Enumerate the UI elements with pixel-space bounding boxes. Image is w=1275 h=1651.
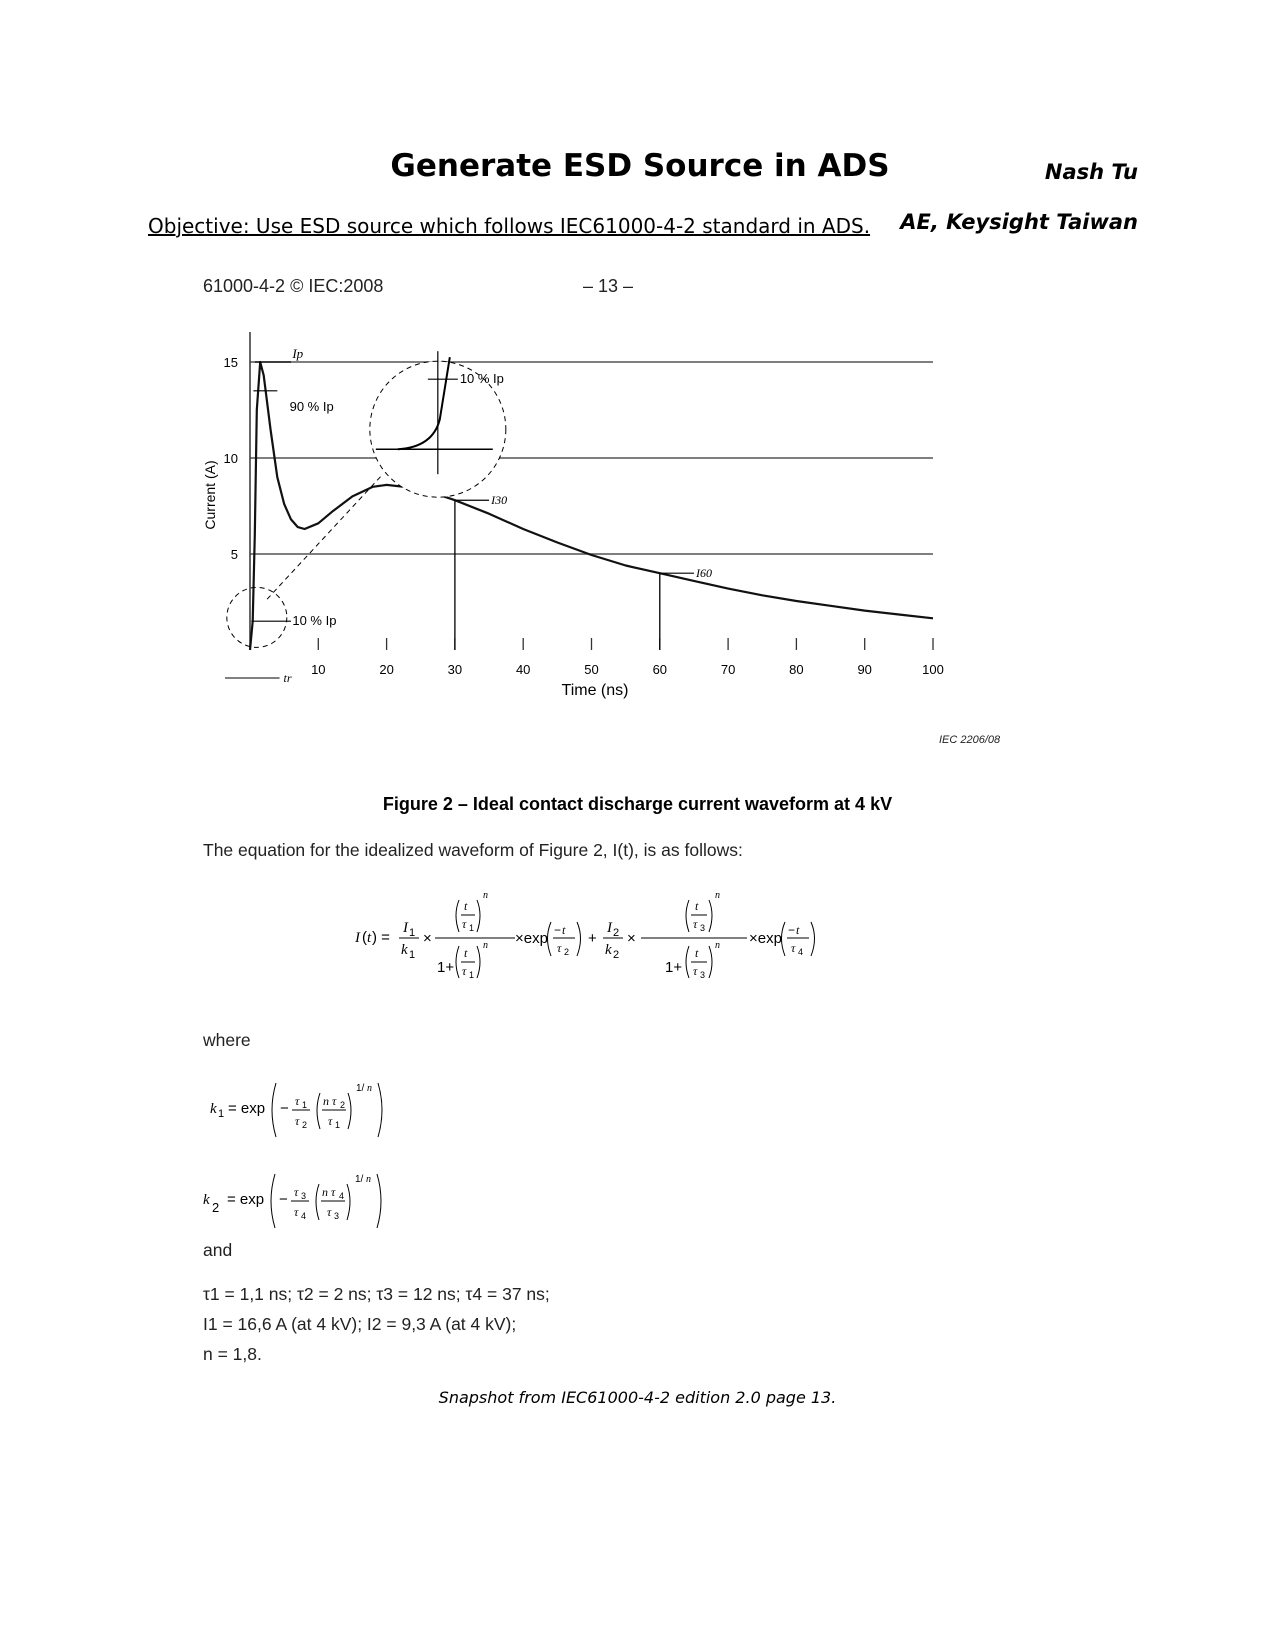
- svg-text:t: t: [367, 930, 372, 946]
- svg-text:n: n: [715, 940, 720, 951]
- svg-text:2: 2: [564, 947, 570, 957]
- svg-text:τ: τ: [295, 1094, 300, 1108]
- author-role: AE, Keysight Taiwan: [900, 210, 1138, 234]
- svg-text:2: 2: [212, 1200, 220, 1215]
- svg-text:1+: 1+: [437, 959, 455, 976]
- svg-text:n: n: [483, 940, 488, 951]
- svg-text:4: 4: [301, 1211, 307, 1221]
- x-tick-label: 50: [584, 662, 599, 677]
- svg-text:2: 2: [613, 949, 620, 961]
- svg-text:τ: τ: [693, 964, 698, 978]
- svg-text:4: 4: [339, 1191, 345, 1201]
- k1-equation: [210, 1075, 430, 1145]
- svg-text:I: I: [355, 930, 360, 946]
- chart-grid: [250, 362, 933, 554]
- svg-text:n: n: [366, 1174, 371, 1185]
- y-tick-label: 5: [230, 547, 238, 562]
- svg-text:t: t: [695, 899, 699, 913]
- svg-text:t: t: [796, 923, 800, 937]
- x-tick-label: 100: [922, 662, 944, 677]
- svg-text:(: (: [362, 929, 367, 946]
- annotation-ip10-upper: 10 % Ip: [459, 371, 504, 387]
- svg-text:k: k: [203, 1192, 210, 1208]
- svg-text:3: 3: [301, 1191, 307, 1201]
- author-name: Nash Tu: [1044, 160, 1138, 184]
- svg-text:−: −: [279, 1191, 288, 1208]
- y-tick-label: 15: [223, 355, 238, 370]
- x-tick-label: 40: [515, 662, 531, 677]
- svg-text:n: n: [367, 1083, 372, 1094]
- svg-text:τ: τ: [295, 1114, 300, 1128]
- x-tick-label: 70: [720, 662, 736, 677]
- annotation-i60: I60: [695, 566, 712, 581]
- x-tick-label: 30: [447, 662, 463, 677]
- svg-text:2: 2: [302, 1120, 308, 1130]
- svg-text:τ: τ: [462, 917, 467, 931]
- svg-text:3: 3: [700, 923, 706, 933]
- iec-reference: IEC 2206/08: [939, 734, 1001, 746]
- svg-text:−: −: [788, 923, 796, 937]
- waveform-equation: [355, 880, 875, 1000]
- svg-text:2: 2: [340, 1100, 346, 1110]
- y-tick-label: 10: [223, 451, 238, 466]
- svg-text:3: 3: [700, 970, 706, 980]
- svg-text:1: 1: [469, 923, 475, 933]
- svg-text:τ: τ: [557, 941, 562, 955]
- annotation-i30: I30: [491, 493, 508, 508]
- svg-text:1: 1: [409, 927, 416, 939]
- objective-text: Objective: Use ESD source which follows IEC61000-4-2 standard in ADS.: [148, 214, 871, 238]
- esd-waveform-chart: [195, 320, 985, 720]
- svg-text:I: I: [607, 920, 612, 936]
- svg-text:τ: τ: [791, 941, 796, 955]
- svg-text:k: k: [605, 942, 612, 958]
- svg-text:I: I: [403, 920, 408, 936]
- svg-text:k: k: [401, 942, 408, 958]
- svg-text:1: 1: [302, 1100, 308, 1110]
- x-tick-label: 20: [379, 662, 394, 677]
- svg-text:) =: ) =: [372, 929, 390, 946]
- svg-text:n τ: n τ: [323, 1094, 337, 1108]
- snapshot-source-note: Snapshot from IEC61000-4-2 edition 2.0 page 13.: [438, 1388, 837, 1407]
- chart-annotations: [225, 346, 712, 685]
- svg-text:= exp: = exp: [228, 1100, 266, 1117]
- svg-text:τ: τ: [294, 1205, 299, 1219]
- x-tick-label: 90: [857, 662, 872, 677]
- svg-text:4: 4: [798, 947, 804, 957]
- svg-text:τ: τ: [328, 1114, 333, 1128]
- svg-text:1: 1: [218, 1108, 225, 1120]
- where-label: where: [203, 1030, 251, 1050]
- svg-text:−: −: [280, 1100, 289, 1117]
- y-axis-label: Current (A): [202, 460, 218, 530]
- svg-text:×exp: ×exp: [749, 930, 782, 947]
- document-title: Generate ESD Source in ADS: [390, 148, 890, 184]
- svg-text:1: 1: [335, 1120, 341, 1130]
- svg-text:+: +: [588, 930, 597, 947]
- parameter-line-tau: τ1 = 1,1 ns; τ2 = 2 ns; τ3 = 12 ns; τ4 = 37 ns;: [203, 1284, 550, 1304]
- svg-text:t: t: [695, 946, 699, 960]
- svg-text:τ: τ: [693, 917, 698, 931]
- svg-text:×: ×: [627, 930, 636, 947]
- svg-text:n τ: n τ: [322, 1185, 336, 1199]
- svg-text:1/: 1/: [356, 1083, 365, 1094]
- chart-series: [250, 362, 933, 650]
- snapshot-header-page: – 13 –: [583, 276, 634, 296]
- svg-text:t: t: [562, 923, 566, 937]
- svg-text:3: 3: [334, 1211, 340, 1221]
- k2-equation: [203, 1166, 433, 1236]
- parameter-line-current: I1 = 16,6 A (at 4 kV); I2 = 9,3 A (at 4 kV);: [203, 1314, 517, 1334]
- x-tick-label: 10: [311, 662, 326, 677]
- svg-text:1: 1: [409, 949, 416, 961]
- annotation-ip90: 90 % Ip: [289, 398, 334, 414]
- svg-text:2: 2: [613, 927, 620, 939]
- svg-text:1/: 1/: [355, 1174, 364, 1185]
- zoom-circle-small: [227, 587, 287, 647]
- svg-text:= exp: = exp: [227, 1191, 265, 1208]
- svg-text:×exp: ×exp: [515, 930, 548, 947]
- svg-text:1: 1: [469, 970, 475, 980]
- svg-text:τ: τ: [462, 964, 467, 978]
- and-label: and: [203, 1240, 233, 1260]
- waveform-series-line: [250, 362, 933, 650]
- equation-intro: The equation for the idealized waveform of Figure 2, I(t), is as follows:: [203, 840, 743, 860]
- svg-text:τ: τ: [327, 1205, 332, 1219]
- x-tick-label: 60: [652, 662, 668, 677]
- zoom-connector: [267, 474, 383, 599]
- svg-text:n: n: [483, 890, 488, 901]
- svg-text:1+: 1+: [665, 959, 683, 976]
- parameter-line-n: n = 1,8.: [203, 1344, 262, 1364]
- svg-text:×: ×: [423, 930, 432, 947]
- annotation-ip10-lower: 10 % Ip: [292, 613, 337, 629]
- annotation-tr: tr: [283, 671, 292, 685]
- x-axis-label: Time (ns): [561, 682, 629, 699]
- annotation-ip: Ip: [292, 346, 304, 361]
- svg-text:t: t: [464, 946, 468, 960]
- svg-text:t: t: [464, 899, 468, 913]
- svg-text:n: n: [715, 890, 720, 901]
- svg-text:k: k: [210, 1101, 217, 1117]
- x-tick-label: 80: [789, 662, 804, 677]
- svg-text:τ: τ: [294, 1185, 299, 1199]
- svg-text:−: −: [554, 923, 562, 937]
- snapshot-header-standard: 61000-4-2 © IEC:2008: [203, 276, 384, 296]
- figure-caption: Figure 2 – Ideal contact discharge current waveform at 4 kV: [382, 794, 893, 814]
